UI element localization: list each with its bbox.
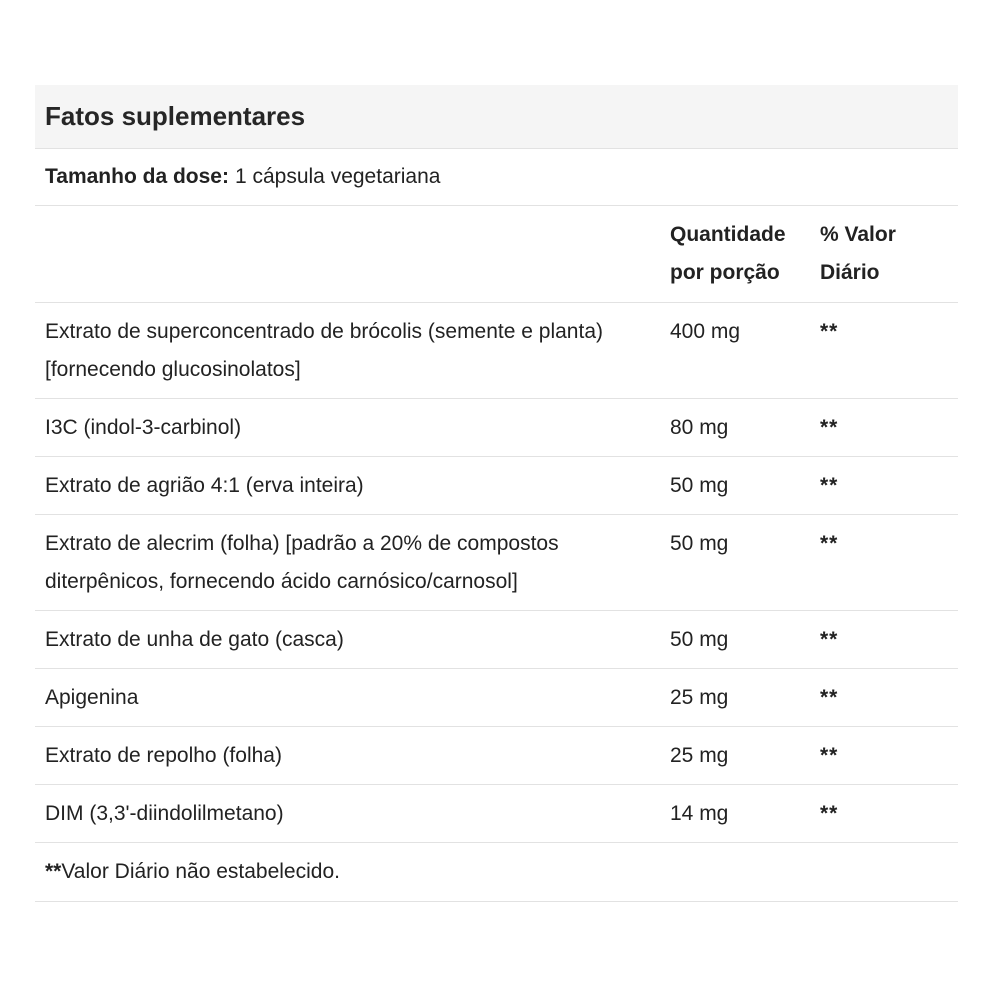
- ingredient-amount: 50 mg: [670, 628, 729, 651]
- ingredient-name: Extrato de alecrim (folha) [padrão a 20% de compostos diterpênicos, fornecendo ácido carnósico/carnosol]: [45, 532, 559, 593]
- ingredient-name: Extrato de unha de gato (casca): [45, 628, 344, 651]
- footnote: [35, 843, 958, 902]
- ingredient-daily-value: **: [820, 320, 839, 343]
- ingredient-name: I3C (indol-3-carbinol): [45, 416, 242, 439]
- ingredient-daily-value: **: [820, 416, 839, 439]
- amount-header-line1: Quantidade: [670, 223, 786, 246]
- ingredient-name: Extrato de superconcentrado de brócolis (semente e planta) [fornecendo glucosinolatos]: [45, 320, 603, 381]
- table-header-row: [35, 206, 958, 303]
- footnote-stars: **: [45, 860, 62, 883]
- ingredient-daily-value: **: [820, 686, 839, 709]
- ingredient-amount: 14 mg: [670, 802, 729, 825]
- table-row: [35, 303, 958, 399]
- serving-size-row: [35, 149, 958, 206]
- ingredient-amount: 50 mg: [670, 474, 729, 497]
- ingredient-daily-value: **: [820, 474, 839, 497]
- serving-size-value: 1 cápsula vegetariana: [234, 165, 441, 188]
- ingredient-amount: 400 mg: [670, 320, 741, 343]
- ingredient-amount: 25 mg: [670, 744, 729, 767]
- ingredient-daily-value: **: [820, 532, 839, 555]
- ingredient-amount: 50 mg: [670, 532, 729, 555]
- table-row: [35, 399, 958, 457]
- ingredient-header: [35, 206, 670, 302]
- supplement-facts-panel: [35, 85, 958, 902]
- table-row: [35, 515, 958, 611]
- table-row: [35, 457, 958, 515]
- ingredient-amount: 80 mg: [670, 416, 729, 439]
- ingredient-daily-value: **: [820, 802, 839, 825]
- table-row: [35, 727, 958, 785]
- ingredient-amount: 25 mg: [670, 686, 729, 709]
- ingredient-daily-value: **: [820, 744, 839, 767]
- ingredient-name: Extrato de agrião 4:1 (erva inteira): [45, 474, 364, 497]
- footnote-text: Valor Diário não estabelecido.: [61, 860, 340, 883]
- ingredient-name: DIM (3,3'-diindolilmetano): [45, 802, 284, 825]
- table-row: [35, 785, 958, 843]
- daily-value-header-line2: Diário: [820, 261, 880, 284]
- daily-value-header: [820, 206, 958, 302]
- table-row: [35, 611, 958, 669]
- panel-title: Fatos suplementares: [35, 85, 958, 149]
- table-row: [35, 669, 958, 727]
- ingredient-daily-value: **: [820, 628, 839, 651]
- daily-value-header-line1: % Valor: [820, 223, 896, 246]
- ingredient-name: Extrato de repolho (folha): [45, 744, 282, 767]
- amount-header: [670, 206, 820, 302]
- ingredient-name: Apigenina: [45, 686, 139, 709]
- serving-size-label: Tamanho da dose:: [45, 165, 229, 188]
- amount-header-line2: por porção: [670, 261, 780, 284]
